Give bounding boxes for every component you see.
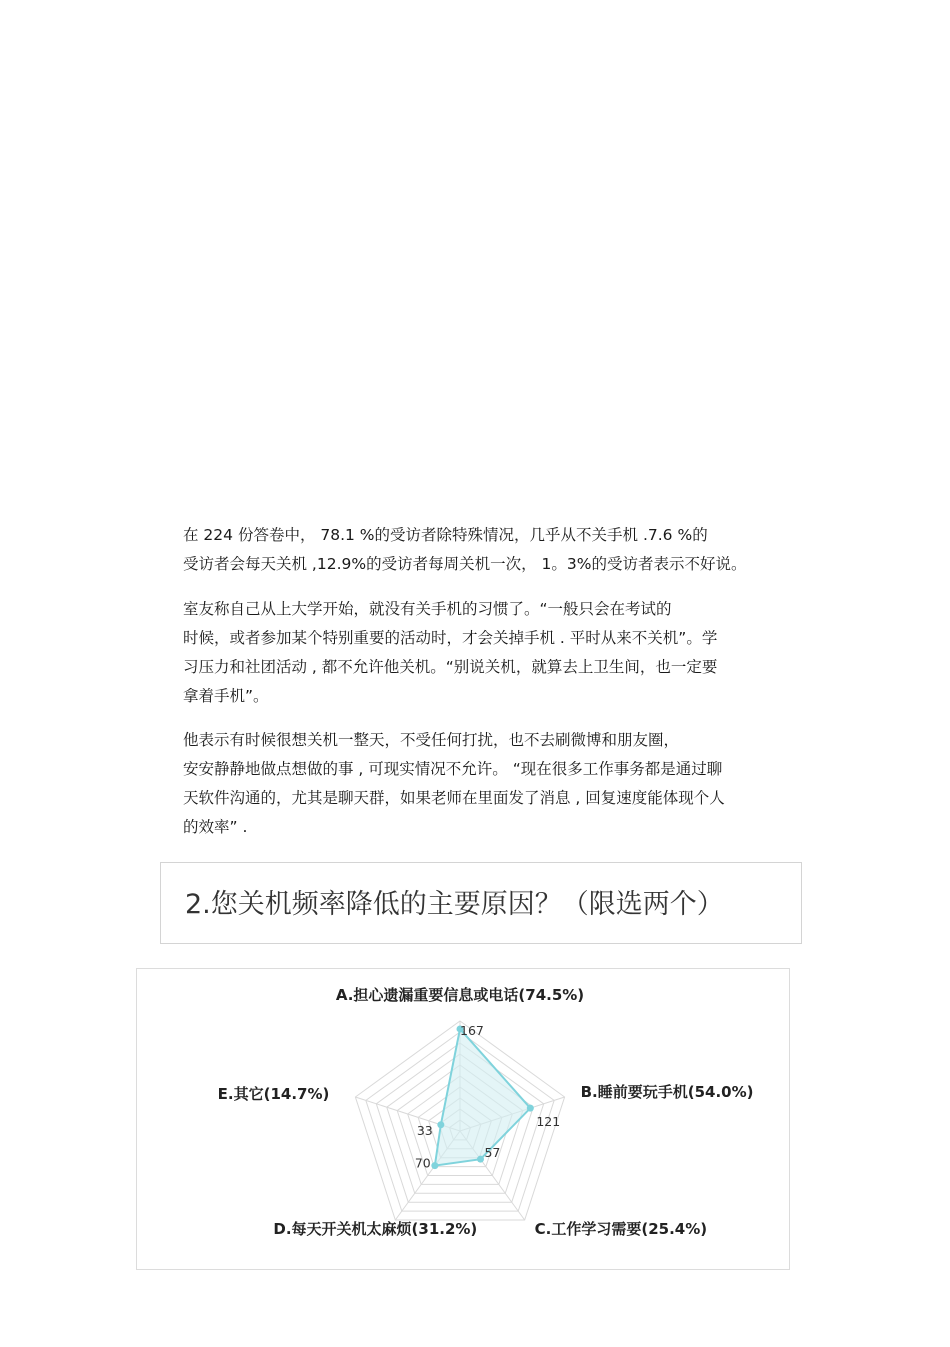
- data-point: [431, 1162, 438, 1169]
- paragraph-survey-stats: [145, 521, 805, 579]
- text-line: 时候，或者参加某个特别重要的活动时，才会关掉手机 . 平时从来不关机”。学: [183, 629, 718, 647]
- radar-chart-svg: [137, 969, 789, 1269]
- text-line: 天软件沟通的，尤其是聊天群，如果老师在里面发了消息 , 回复速度能体现个人: [183, 789, 725, 807]
- text-line: 拿着手机”。: [183, 687, 269, 705]
- text-line: 受访者会每天关机 ,12.9%的受访者每周关机一次， 1。3%的受访者表示不好说。: [183, 555, 747, 573]
- value-label: 33: [416, 1122, 433, 1138]
- indicator-label: C.工作学习需要(25.4%): [534, 1219, 708, 1238]
- indicator-label: A.担心遗漏重要信息或电话(74.5%): [335, 986, 585, 1004]
- value-label: 57: [484, 1145, 501, 1161]
- question-title: 2.您关机频率降低的主要原因？（限选两个）: [185, 889, 724, 920]
- data-point: [437, 1121, 444, 1128]
- text-line: 他表示有时候很想关机一整天，不受任何打扰，也不去刷微博和朋友圈，: [183, 731, 680, 749]
- radar-chart: [136, 968, 790, 1270]
- paragraph-wish: [145, 726, 805, 842]
- paragraph-roommate: [145, 595, 805, 711]
- data-area: [435, 1029, 530, 1166]
- text-line: 室友称自己从上大学开始，就没有关手机的习惯了。“一般只会在考试的: [183, 600, 672, 618]
- text-line: 的效率” .: [183, 818, 248, 836]
- data-point: [477, 1156, 484, 1163]
- question-box: [160, 862, 802, 944]
- value-label: 121: [536, 1114, 561, 1130]
- indicator-label: D.每天开关机太麻烦(31.2%): [273, 1219, 478, 1238]
- value-label: 167: [460, 1022, 484, 1038]
- text-line: 安安静静地做点想做的事 , 可现实情况不允许。 “现在很多工作事务都是通过聊: [183, 760, 723, 778]
- data-point: [527, 1105, 534, 1112]
- text-line: 在 224 份答卷中， 78.1 %的受访者除特殊情况，几乎从不关手机 .7.6 %的: [183, 526, 708, 544]
- indicator-label: B.睡前要玩手机(54.0%): [580, 1083, 754, 1102]
- text-line: 习压力和社团活动 , 都不允许他关机。“别说关机，就算去上卫生间，也一定要: [183, 658, 718, 676]
- indicator-label: E.其它(14.7%): [217, 1085, 330, 1104]
- value-label: 70: [414, 1155, 431, 1171]
